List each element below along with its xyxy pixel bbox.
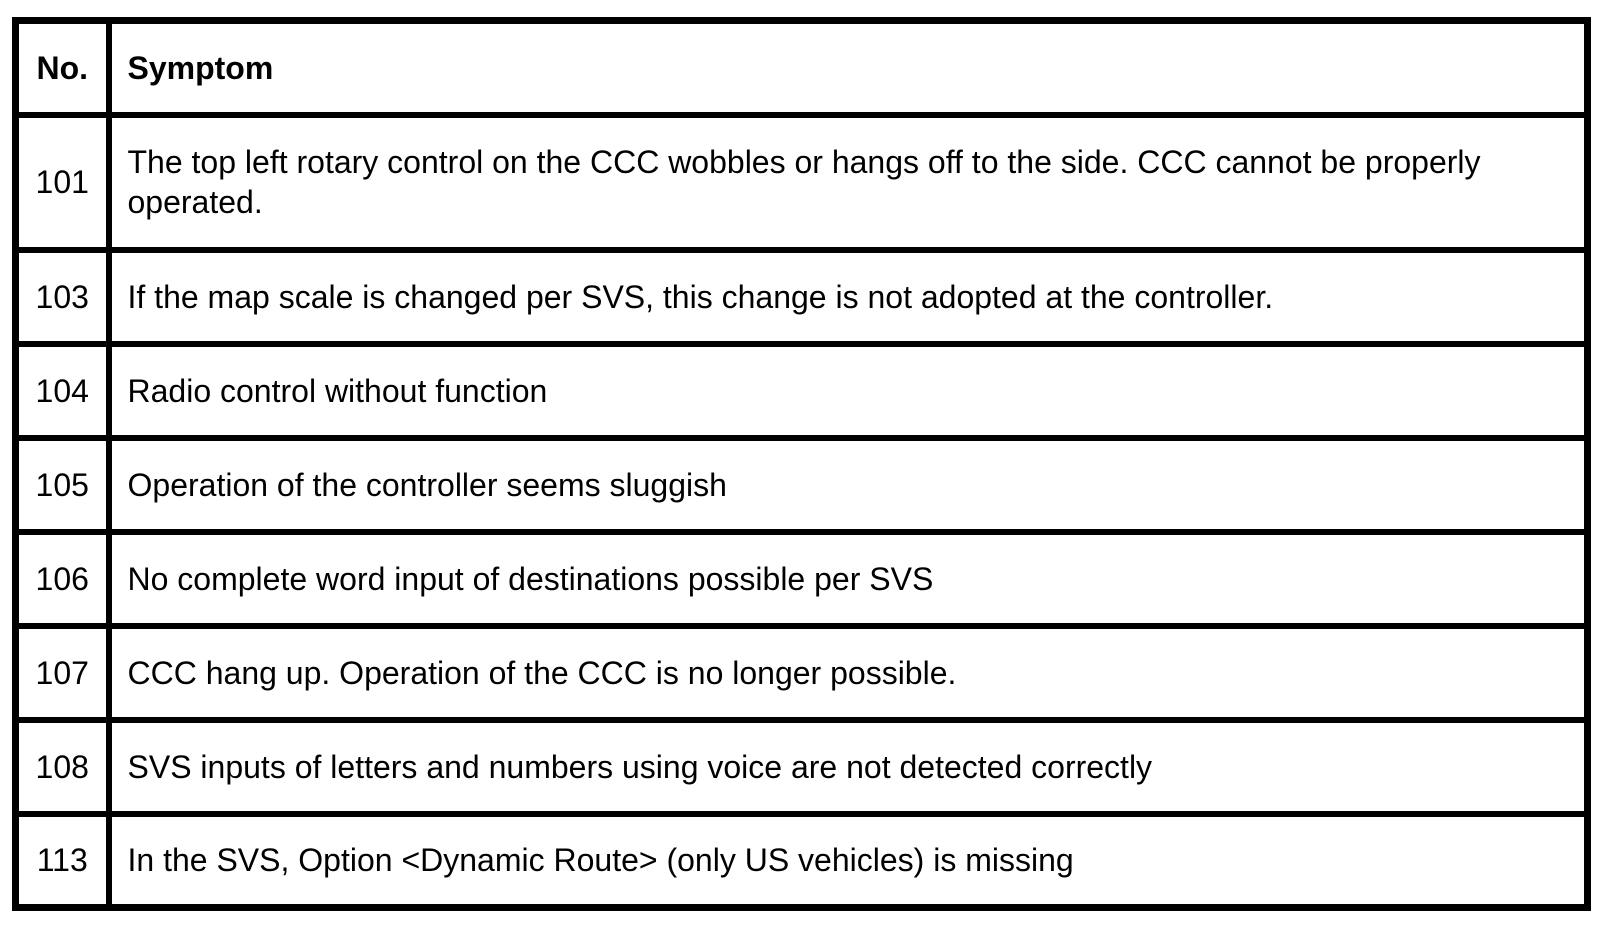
symptom-table [12,17,1591,911]
row-symptom: If the map scale is changed per SVS, this change is not adopted at the controller. [109,250,1588,344]
row-number: 107 [16,626,109,720]
table-header-row [16,21,1588,115]
row-symptom: In the SVS, Option <Dynamic Route> (only US vehicles) is missing [109,814,1588,908]
row-number: 106 [16,532,109,626]
row-symptom: No complete word input of destinations possible per SVS [109,532,1588,626]
row-number: 105 [16,438,109,532]
column-header-no: No. [16,21,109,115]
symptom-table-container [12,17,1584,911]
column-header-symptom: Symptom [109,21,1588,115]
row-symptom: Operation of the controller seems sluggish [109,438,1588,532]
row-number: 101 [16,115,109,250]
table-row [16,250,1588,344]
row-symptom: The top left rotary control on the CCC wobbles or hangs off to the side. CCC cannot be properly operated. [109,115,1588,250]
row-symptom: Radio control without function [109,344,1588,438]
table-row [16,115,1588,250]
row-number: 113 [16,814,109,908]
row-symptom: SVS inputs of letters and numbers using voice are not detected correctly [109,720,1588,814]
row-symptom: CCC hang up. Operation of the CCC is no longer possible. [109,626,1588,720]
row-number: 103 [16,250,109,344]
table-row [16,626,1588,720]
table-row [16,814,1588,908]
row-number: 104 [16,344,109,438]
table-row [16,532,1588,626]
table-row [16,344,1588,438]
row-number: 108 [16,720,109,814]
table-row [16,720,1588,814]
table-row [16,438,1588,532]
